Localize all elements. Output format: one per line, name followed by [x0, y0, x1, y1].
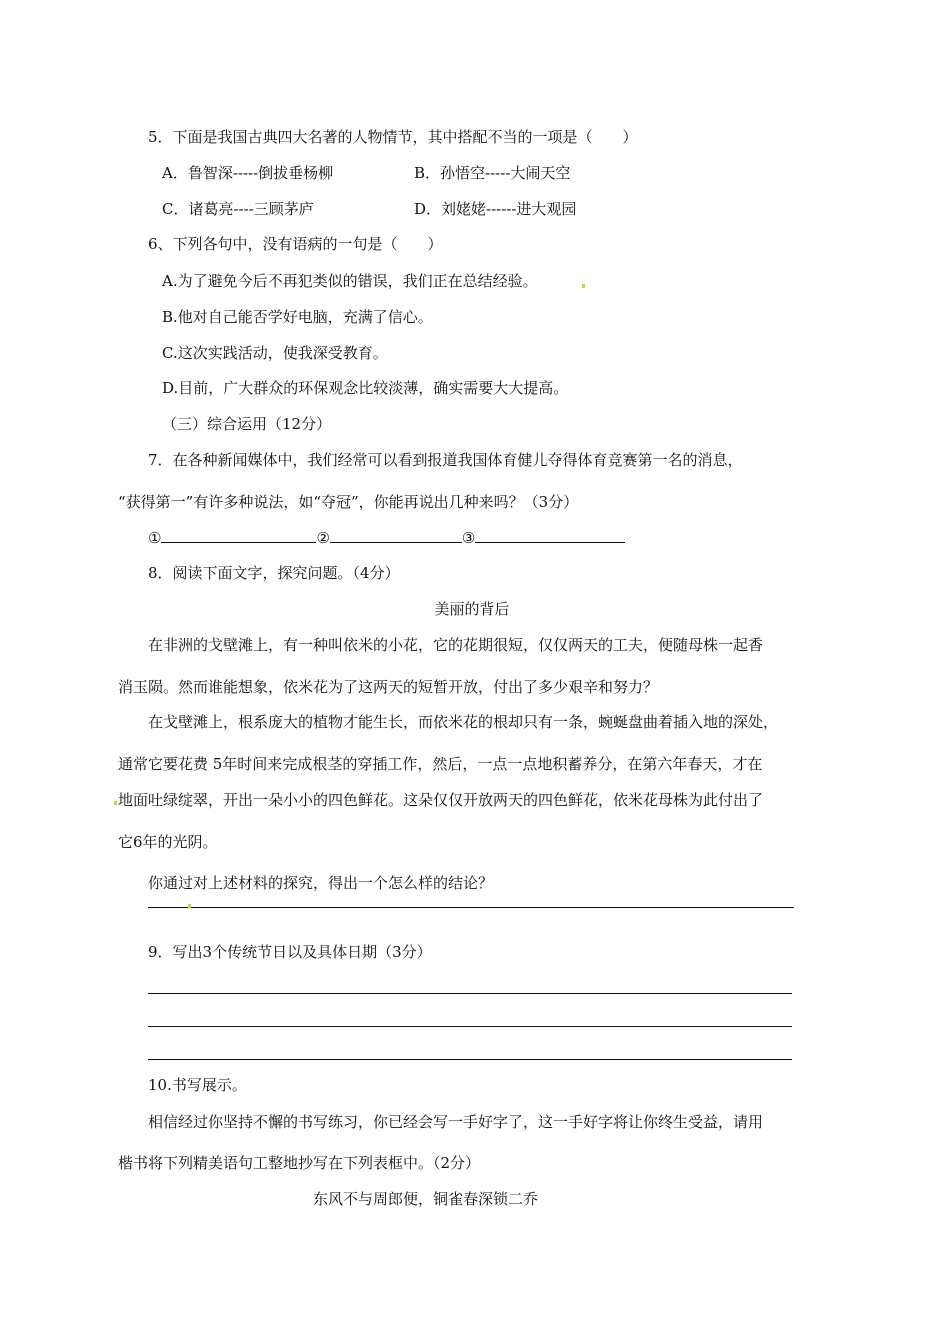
passage-p2-line2: 通常它要花费 5年时间来完成根茎的穿插工作，然后，一点一点地积蓄养分，在第六年春天，才在: [118, 755, 763, 773]
q5-option-b: B．孙悟空-----大闹天空: [414, 164, 571, 182]
q5-option-a: A．鲁智深-----倒拔垂杨柳: [162, 164, 334, 182]
q9-stem: 9．写出3个传统节日以及具体日期（3分）: [148, 943, 432, 961]
passage-p1-line1: 在非洲的戈壁滩上，有一种叫依米的小花，它的花期很短，仅仅两天的工夫，便随母株一起香: [148, 636, 764, 654]
q10-stem: 10.书写展示。: [148, 1076, 247, 1094]
passage-title: [0, 599, 950, 619]
q6-stem: 6、下列各句中，没有语病的一句是（ ）: [148, 235, 443, 253]
section-heading: （三）综合运用（12分）: [162, 415, 332, 433]
q5-stem: 5．下面是我国古典四大名著的人物情节，其中搭配不当的一项是（ ）: [148, 128, 638, 146]
answer-blank-1[interactable]: [161, 528, 316, 543]
answer-blank-3[interactable]: [475, 528, 625, 543]
answer-blank-2[interactable]: [330, 528, 462, 543]
q8-stem: 8．阅读下面文字，探究问题。（4分）: [148, 564, 400, 582]
q7-answer-blanks: [148, 528, 625, 548]
q9-answer-line-2[interactable]: [148, 1026, 792, 1027]
q7-line1: 7．在各种新闻媒体中，我们经常可以看到报道我国体育健儿夺得体育竞赛第一名的消息，: [148, 451, 743, 469]
scan-speck: [582, 284, 585, 288]
q6-option-b: B.他对自己能否学好电脑，充满了信心。: [162, 308, 433, 326]
q6-option-a: A.为了避免今后不再犯类似的错误，我们正在总结经验。: [162, 272, 538, 290]
passage-p2-line4: 它6年的光阴。: [118, 833, 218, 851]
q6-option-d: D.目前，广大群众的环保观念比较淡薄，确实需要大大提高。: [162, 379, 569, 397]
q10-verse: 东风不与周郎便，铜雀春深锁二乔: [313, 1190, 539, 1208]
q8-question: 你通过对上述材料的探究，得出一个怎么样的结论？: [148, 874, 494, 892]
q9-answer-line-1[interactable]: [148, 993, 792, 994]
q5-option-c: C．诸葛亮----三顾茅庐: [162, 200, 314, 218]
blank-marker-1: ①: [148, 529, 162, 547]
q10-line2: 楷书将下列精美语句工整地抄写在下列表框中。（2分）: [118, 1154, 481, 1172]
q5-option-d: D．刘姥姥------进大观园: [414, 200, 577, 218]
scan-speck: [114, 801, 117, 805]
passage-p2-line3: 地面吐绿绽翠，开出一朵小小的四色鲜花。这朵仅仅开放两天的四色鲜花，依米花母株为此付出了: [118, 791, 764, 809]
passage-p2-line1: 在戈壁滩上，根系庞大的植物才能生长，而依米花的根却只有一条，蜿蜒盘曲着插入地的深处，: [148, 713, 779, 731]
q9-answer-line-3[interactable]: [148, 1059, 792, 1060]
q7-line2: “获得第一”有许多种说法，如“夺冠”，你能再说出几种来吗？（3分）: [118, 493, 579, 511]
passage-p1-line2: 消玉陨。然而谁能想象，依米花为了这两天的短暂开放，付出了多少艰辛和努力？: [118, 678, 659, 696]
q6-option-c: C.这次实践活动，使我深受教育。: [162, 344, 388, 362]
q8-answer-line[interactable]: [148, 907, 794, 908]
scan-speck: [188, 904, 191, 908]
q10-line1: 相信经过你坚持不懈的书写练习，你已经会写一手好字了，这一手好字将让你终生受益，请用: [148, 1113, 764, 1131]
blank-marker-2: ②: [316, 529, 330, 547]
passage-title-text: 美丽的背后: [434, 600, 510, 618]
blank-marker-3: ③: [461, 529, 476, 547]
